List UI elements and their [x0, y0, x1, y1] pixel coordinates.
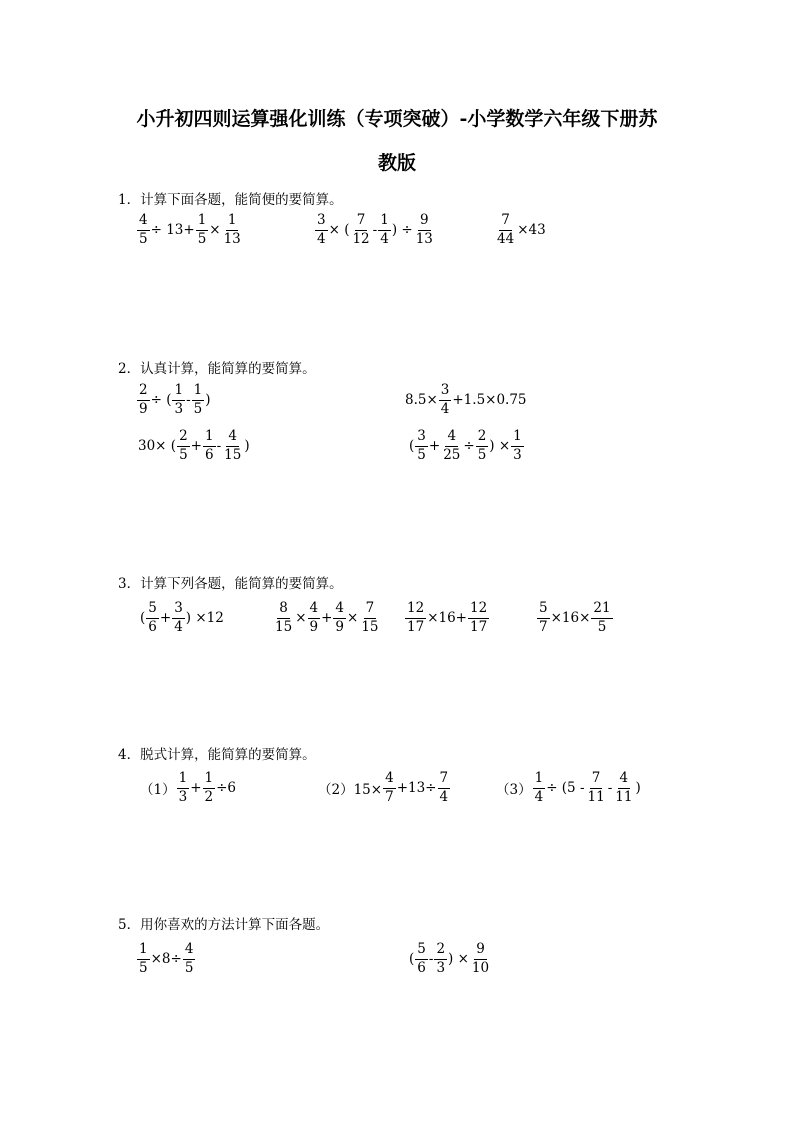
- numerator: 4: [137, 214, 150, 231]
- operator-text: ) ÷: [391, 222, 413, 238]
- fraction: [203, 430, 216, 462]
- operator-text: ×: [295, 610, 307, 626]
- operator-text: ×16+: [427, 610, 467, 626]
- q4-expression-2: [318, 772, 451, 804]
- numerator: 2: [434, 943, 447, 960]
- operator-text: (: [140, 610, 146, 626]
- q4-expression-1: [140, 772, 236, 804]
- q1-expression-2: [314, 214, 436, 246]
- operator-text: ) ×12: [185, 610, 224, 626]
- denominator: 12: [352, 230, 370, 247]
- operator-text: 8.5×: [405, 392, 438, 408]
- operator-text: ×: [347, 610, 359, 626]
- fraction: [146, 602, 159, 634]
- fraction: [476, 430, 489, 462]
- q2-expression-2: [405, 384, 527, 416]
- numerator: 1: [177, 772, 190, 789]
- fraction: [378, 214, 391, 246]
- numerator: 1: [226, 214, 239, 231]
- denominator: 15: [361, 618, 379, 635]
- operator-text: -: [216, 438, 222, 454]
- denominator: 5: [184, 959, 194, 976]
- numerator: 3: [415, 430, 428, 447]
- operator-text: ): [244, 438, 250, 454]
- operator-text: -: [428, 951, 434, 967]
- q3-expression-2: [272, 602, 382, 634]
- denominator: 13: [415, 230, 433, 247]
- denominator: 4: [317, 230, 326, 247]
- fraction: [333, 602, 346, 634]
- q1-expression-1: [136, 214, 244, 246]
- denominator: 44: [497, 230, 515, 247]
- numerator: 7: [355, 214, 368, 231]
- operator-text: ×43: [517, 222, 546, 238]
- operator-text: +: [428, 438, 441, 454]
- denominator: 11: [587, 788, 605, 805]
- q3-expression-3: [404, 602, 490, 634]
- numerator: 4: [383, 772, 396, 789]
- denominator: 5: [139, 230, 148, 247]
- numerator: 4: [183, 943, 196, 960]
- question-1-heading: 1．计算下面各题，能简便的要简算。: [118, 192, 343, 208]
- operator-text: ) ×: [489, 438, 511, 454]
- q1-expression-3: [494, 214, 546, 246]
- numerator: 1: [378, 214, 391, 231]
- denominator: 5: [417, 446, 426, 463]
- numerator: 5: [415, 943, 428, 960]
- operator-text: +13÷: [396, 780, 437, 796]
- numerator: 7: [499, 214, 512, 231]
- operator-text: +1.5×0.75: [452, 392, 527, 408]
- numerator: 1: [203, 430, 216, 447]
- numerator: 2: [137, 384, 150, 401]
- denominator: 3: [178, 788, 188, 805]
- denominator: 5: [193, 400, 203, 417]
- fraction: [441, 430, 462, 462]
- fraction: [511, 430, 524, 462]
- fraction: [172, 384, 185, 416]
- operator-text: -: [186, 392, 191, 408]
- numerator: 7: [364, 602, 377, 619]
- fraction: [222, 214, 243, 246]
- fraction: [359, 602, 380, 634]
- denominator: 3: [174, 400, 184, 417]
- q2-expression-3: [138, 430, 250, 462]
- operator-text: ): [635, 780, 641, 796]
- denominator: 5: [597, 618, 607, 635]
- question-4-heading: 4．脱式计算，能简算的要简算。: [118, 747, 316, 763]
- operator-text: ×: [209, 222, 221, 238]
- denominator: 25: [443, 446, 461, 463]
- numerator: 5: [537, 602, 550, 619]
- operator-text: × (: [328, 222, 350, 238]
- numerator: 7: [590, 772, 603, 789]
- numerator: 4: [226, 430, 239, 447]
- denominator: 15: [224, 446, 242, 463]
- denominator: 5: [179, 446, 188, 463]
- question-2-heading: 2．认真计算，能简算的要简算。: [118, 361, 316, 377]
- denominator: 9: [309, 618, 319, 635]
- denominator: 4: [440, 400, 450, 417]
- denominator: 13: [223, 230, 241, 247]
- fraction: [192, 384, 205, 416]
- fraction: [434, 943, 447, 975]
- fraction: [537, 602, 550, 634]
- operator-text: +: [190, 780, 202, 796]
- operator-text: 30× (: [138, 438, 177, 454]
- numerator: 4: [333, 602, 346, 619]
- operator-text: ÷ (5 -: [546, 780, 585, 796]
- fraction: [183, 943, 196, 975]
- denominator: 6: [148, 618, 157, 635]
- fraction: [415, 943, 428, 975]
- q3-expression-1: [140, 602, 224, 634]
- numerator: 9: [418, 214, 431, 231]
- q3-expression-4: [536, 602, 614, 634]
- operator-text: （1）: [140, 782, 176, 798]
- question-5-heading: 5．用你喜欢的方法计算下面各题。: [118, 917, 330, 933]
- q4-expression-3: [496, 772, 641, 804]
- denominator: 4: [439, 788, 449, 805]
- operator-text: +: [321, 610, 333, 626]
- operator-text: ÷ 13+: [150, 222, 195, 238]
- fraction: [350, 214, 371, 246]
- numerator: 2: [476, 430, 489, 447]
- fraction: [196, 214, 209, 246]
- numerator: 8: [277, 602, 290, 619]
- fraction: [172, 602, 185, 634]
- fraction: [177, 430, 190, 462]
- operator-text: （2）15×: [318, 782, 383, 798]
- operator-text: +: [159, 610, 172, 626]
- denominator: 6: [204, 446, 214, 463]
- fraction: [203, 772, 216, 804]
- fraction: [533, 772, 546, 804]
- denominator: 7: [385, 788, 394, 805]
- numerator: 7: [438, 772, 451, 789]
- fraction: [308, 602, 321, 634]
- fraction: [438, 772, 451, 804]
- denominator: 4: [174, 618, 183, 635]
- operator-text: +: [190, 438, 202, 454]
- fraction: [414, 214, 435, 246]
- numerator: 4: [308, 602, 321, 619]
- numerator: 3: [315, 214, 328, 231]
- operator-text: （3）: [496, 782, 532, 798]
- q5-expression-1: [136, 943, 196, 975]
- denominator: 4: [380, 230, 389, 247]
- operator-text: ) ×: [448, 951, 469, 967]
- fraction: [222, 430, 243, 462]
- fraction: [315, 214, 328, 246]
- denominator: 7: [539, 618, 548, 635]
- fraction: [405, 602, 426, 634]
- numerator: 1: [172, 384, 185, 401]
- numerator: 1: [137, 943, 150, 960]
- denominator: 9: [335, 618, 344, 635]
- q5-expression-2: [409, 943, 492, 975]
- fraction: [468, 602, 489, 634]
- numerator: 3: [439, 384, 452, 401]
- operator-text: ÷: [463, 438, 475, 454]
- question-3-heading: 3．计算下列各题，能简算的要简算。: [118, 576, 343, 592]
- fraction: [613, 772, 634, 804]
- operator-text: ÷ (: [150, 392, 172, 408]
- numerator: 4: [445, 430, 458, 447]
- numerator: 12: [405, 602, 426, 619]
- numerator: 4: [618, 772, 631, 789]
- denominator: 3: [436, 959, 446, 976]
- denominator: 17: [407, 618, 425, 635]
- operator-text: ×8÷: [150, 951, 182, 967]
- numerator: 9: [474, 943, 487, 960]
- numerator: 5: [146, 602, 159, 619]
- denominator: 17: [470, 618, 488, 635]
- operator-text: (: [409, 951, 415, 967]
- fraction: [137, 384, 150, 416]
- fraction: [586, 772, 607, 804]
- operator-text: ÷6: [216, 780, 236, 796]
- operator-text: ): [205, 392, 211, 408]
- page-title-line-1: 小升初四则运算强化训练（专项突破）-小学数学六年级下册苏: [136, 108, 658, 130]
- fraction: [591, 602, 612, 634]
- page-title-line-2: 教版: [377, 152, 416, 174]
- fraction: [439, 384, 452, 416]
- operator-text: ×16×: [550, 610, 591, 626]
- numerator: 1: [192, 384, 205, 401]
- denominator: 5: [197, 230, 207, 247]
- operator-text: (: [409, 438, 415, 454]
- numerator: 3: [172, 602, 185, 619]
- fraction: [137, 214, 150, 246]
- fraction: [383, 772, 396, 804]
- denominator: 6: [417, 959, 426, 976]
- q2-expression-4: [409, 430, 525, 462]
- operator-text: -: [372, 222, 378, 238]
- denominator: 4: [534, 788, 544, 805]
- denominator: 2: [204, 788, 214, 805]
- denominator: 3: [513, 446, 522, 463]
- denominator: 5: [139, 959, 148, 976]
- numerator: 2: [177, 430, 190, 447]
- fraction: [470, 943, 491, 975]
- numerator: 12: [468, 602, 489, 619]
- fraction: [137, 943, 150, 975]
- numerator: 1: [533, 772, 546, 789]
- q2-expression-1: [136, 384, 211, 416]
- denominator: 11: [615, 788, 633, 805]
- denominator: 10: [471, 959, 490, 976]
- denominator: 5: [477, 446, 487, 463]
- operator-text: -: [607, 780, 613, 796]
- denominator: 9: [139, 400, 148, 417]
- numerator: 1: [511, 430, 524, 447]
- numerator: 21: [591, 602, 612, 619]
- fraction: [415, 430, 428, 462]
- fraction: [177, 772, 190, 804]
- denominator: 15: [275, 618, 293, 635]
- numerator: 1: [196, 214, 209, 231]
- numerator: 1: [203, 772, 216, 789]
- fraction: [273, 602, 294, 634]
- fraction: [495, 214, 516, 246]
